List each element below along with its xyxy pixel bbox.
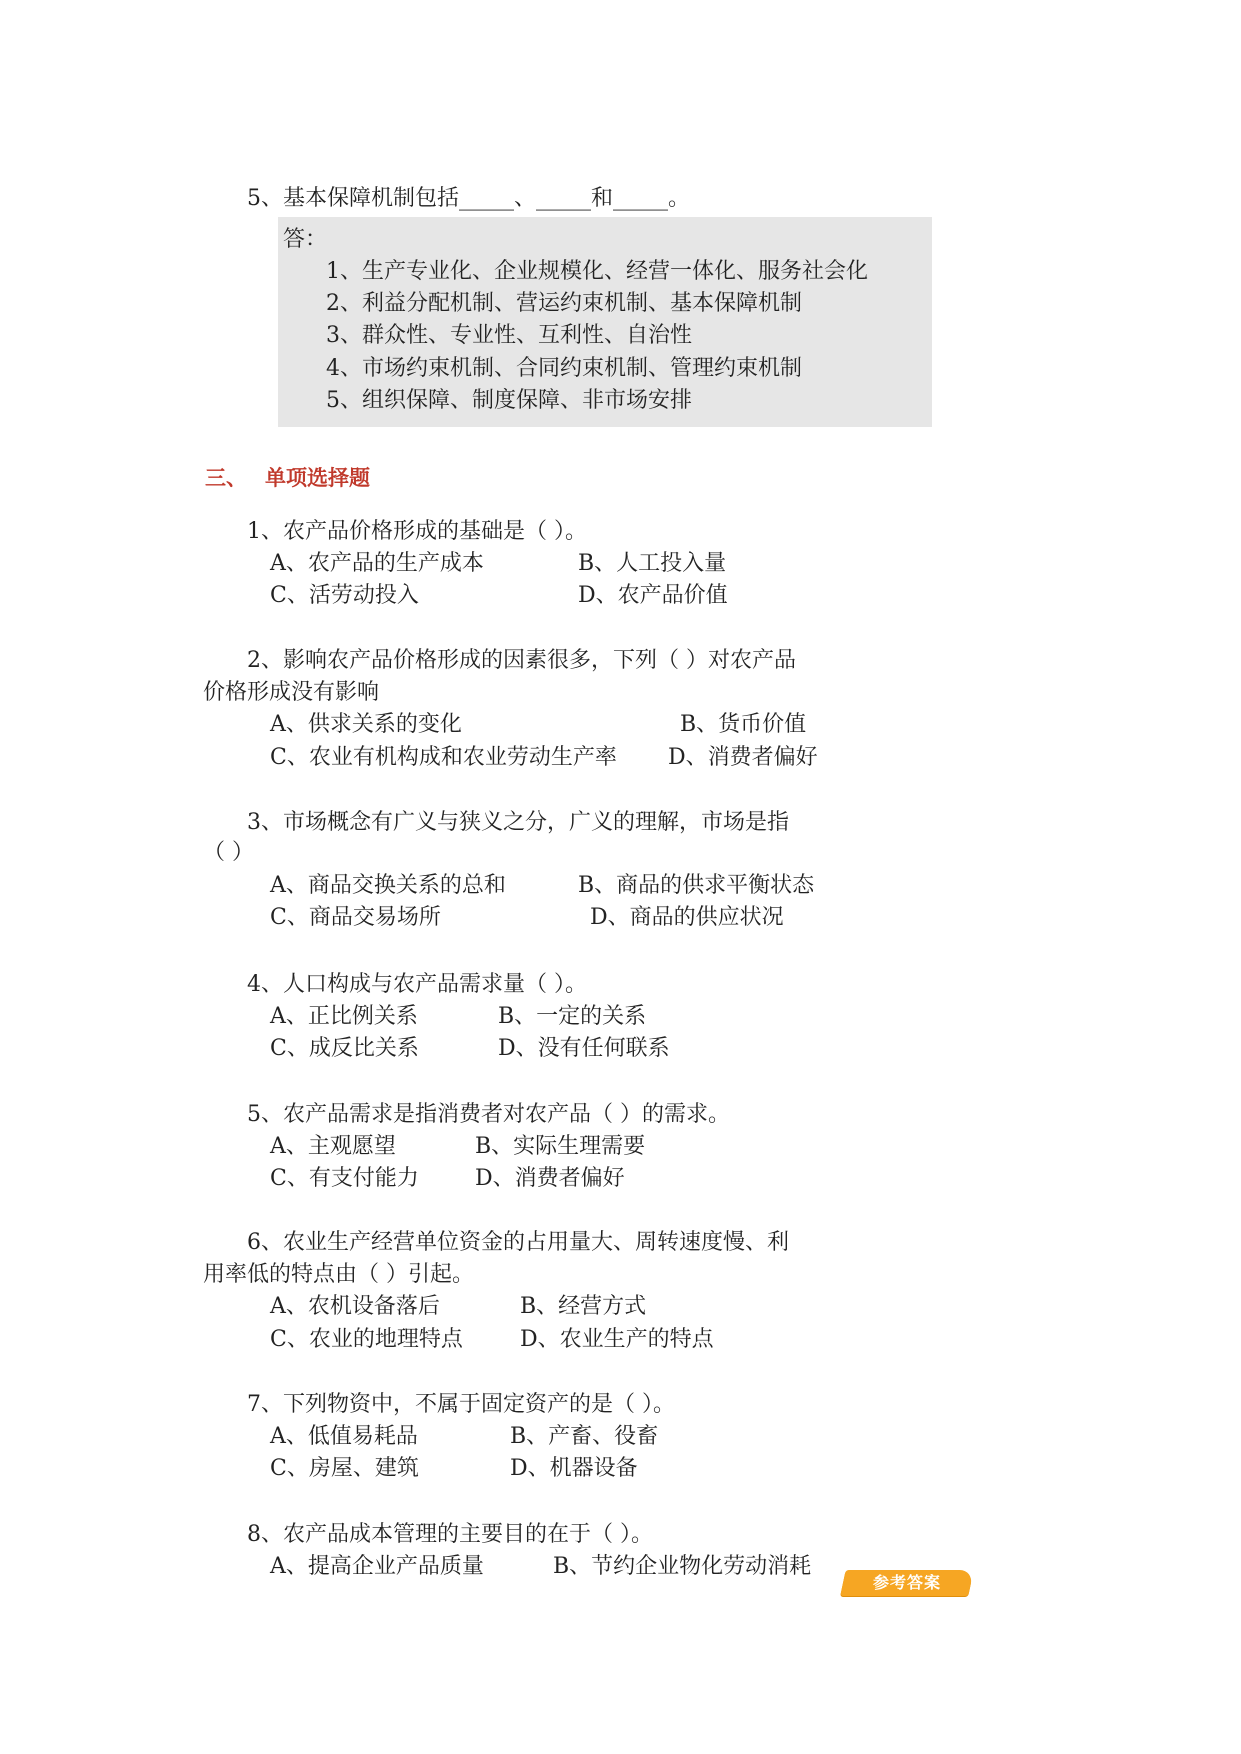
section-title: 单项选择题 xyxy=(265,466,370,490)
option-d: D、没有任何联系 xyxy=(498,1036,670,1061)
fill-question-5: 5、基本保障机制包括_____、_____和_____。 xyxy=(247,186,690,211)
option-b: B、商品的供求平衡状态 xyxy=(578,873,815,898)
reference-answer-label: 参考答案 xyxy=(872,1573,941,1592)
section-number: 三、 xyxy=(205,466,247,490)
question-text-continued: （ ） xyxy=(203,840,254,865)
question-text: 5、农产品需求是指消费者对农产品（ ）的需求。 xyxy=(247,1102,730,1127)
option-b: B、人工投入量 xyxy=(578,551,727,576)
option-d: D、农产品价值 xyxy=(578,583,728,608)
option-c: C、活劳动投入 xyxy=(270,583,419,608)
option-b: B、产畜、役畜 xyxy=(510,1424,659,1449)
question-text: 4、人口构成与农产品需求量（ ）。 xyxy=(247,972,587,997)
answer-item: 1、生产专业化、企业规模化、经营一体化、服务社会化 xyxy=(326,259,868,284)
option-b: B、经营方式 xyxy=(520,1294,647,1319)
option-b: B、实际生理需要 xyxy=(475,1134,646,1159)
reference-answer-button[interactable] xyxy=(840,1570,974,1596)
option-a: A、农机设备落后 xyxy=(270,1294,440,1319)
answer-item: 4、市场约束机制、合同约束机制、管理约束机制 xyxy=(326,356,802,381)
question-text: 1、农产品价格形成的基础是（ ）。 xyxy=(247,519,587,544)
question-text: 3、市场概念有广义与狭义之分，广义的理解，市场是指 xyxy=(247,810,789,835)
option-a: A、提高企业产品质量 xyxy=(270,1554,484,1579)
option-d: D、机器设备 xyxy=(510,1456,638,1481)
option-c: C、房屋、建筑 xyxy=(270,1456,419,1481)
answer-item: 3、群众性、专业性、互利性、自治性 xyxy=(326,323,692,348)
question-text: 8、农产品成本管理的主要目的在于（ ）。 xyxy=(247,1522,653,1547)
option-c: C、农业有机构成和农业劳动生产率 xyxy=(270,745,617,770)
option-a: A、农产品的生产成本 xyxy=(270,551,484,576)
option-b: B、节约企业物化劳动消耗 xyxy=(553,1554,812,1579)
answer-item: 2、利益分配机制、营运约束机制、基本保障机制 xyxy=(326,291,802,316)
option-d: D、消费者偏好 xyxy=(475,1166,625,1191)
option-c: C、农业的地理特点 xyxy=(270,1327,463,1352)
option-c: C、商品交易场所 xyxy=(270,905,441,930)
option-c: C、有支付能力 xyxy=(270,1166,419,1191)
option-b: B、一定的关系 xyxy=(498,1004,647,1029)
question-text: 6、农业生产经营单位资金的占用量大、周转速度慢、利 xyxy=(247,1230,789,1255)
option-b: B、货币价值 xyxy=(680,712,807,737)
option-d: D、消费者偏好 xyxy=(668,745,818,770)
option-d: D、商品的供应状况 xyxy=(590,905,784,930)
option-a: A、商品交换关系的总和 xyxy=(270,873,506,898)
question-text-continued: 价格形成没有影响 xyxy=(203,680,380,705)
option-a: A、主观愿望 xyxy=(270,1134,396,1159)
option-a: A、低值易耗品 xyxy=(270,1424,418,1449)
option-d: D、农业生产的特点 xyxy=(520,1327,714,1352)
question-text: 7、下列物资中，不属于固定资产的是（ ）。 xyxy=(247,1392,675,1417)
option-c: C、成反比关系 xyxy=(270,1036,419,1061)
question-text: 2、影响农产品价格形成的因素很多，下列（ ）对农产品 xyxy=(247,648,796,673)
question-text-continued: 用率低的特点由（ ）引起。 xyxy=(203,1262,474,1287)
option-a: A、正比例关系 xyxy=(270,1004,418,1029)
answer-label: 答： xyxy=(283,227,328,252)
section-heading xyxy=(205,463,370,493)
option-a: A、供求关系的变化 xyxy=(270,712,462,737)
answer-item: 5、组织保障、制度保障、非市场安排 xyxy=(326,388,692,413)
